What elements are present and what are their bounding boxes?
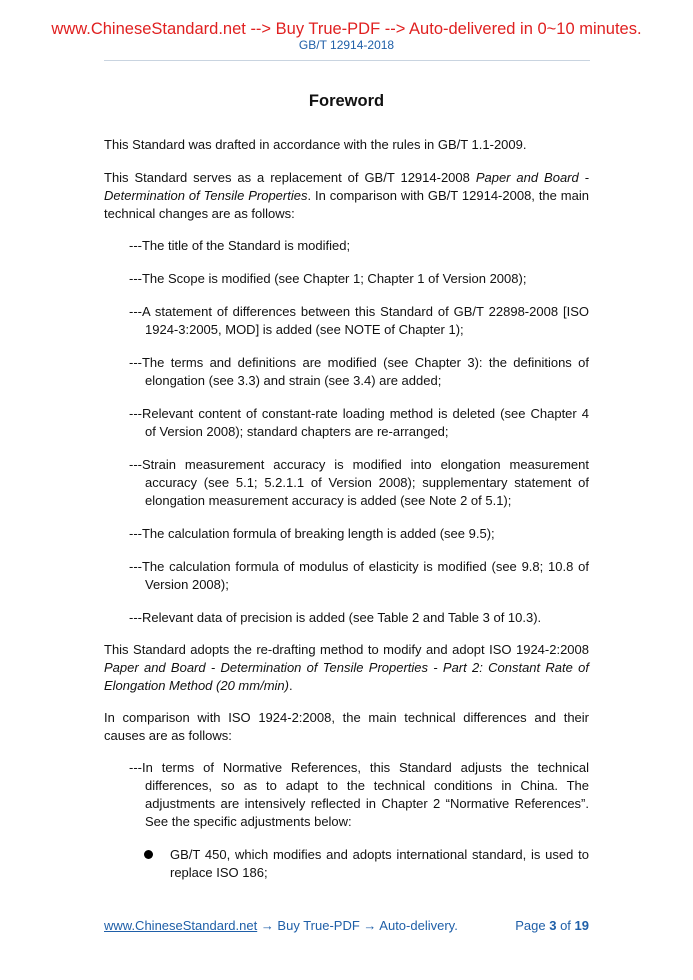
adoption-text: This Standard adopts the re-drafting method to modify and adopt ISO 1924-2:2008 [104, 642, 589, 657]
list-item: ---The terms and definitions are modified (see Chapter 3): the definitions of elongation (see 3.3) and strain (see 3.4) are added; [129, 355, 589, 388]
paragraph-drafting-rules: This Standard was drafted in accordance with the rules in GB/T 1.1-2009. [104, 137, 527, 152]
technical-differences-list [104, 759, 589, 831]
document-body [104, 90, 589, 882]
list-item: ---The Scope is modified (see Chapter 1; Chapter 1 of Version 2008); [129, 271, 527, 286]
list-item: ---Strain measurement accuracy is modified into elongation measurement accuracy (see 5.1; 5.2.1.1 of Version 2008); supplementary statement of elongation measurement accuracy is added (see Note 2 of 5.1); [129, 457, 589, 508]
footer-site-link[interactable]: www.ChineseStandard.net [104, 918, 258, 933]
page-footer [104, 918, 589, 934]
list-item: ---The title of the Standard is modified; [129, 238, 351, 253]
page-indicator [515, 918, 589, 934]
normative-reference-adjustments [104, 846, 589, 882]
list-item: ---Relevant content of constant-rate loading method is deleted (see Chapter 4 of Version 2008); standard chapters are re-arranged; [129, 406, 589, 439]
paragraph-adoption [104, 641, 589, 695]
page-number: 3 [549, 918, 557, 933]
replacement-text-end: . In comparison with GB/T 12914-2008, the main technical changes are as follows: [104, 188, 589, 221]
replaced-standard-title: Paper and Board - Determination of Tensile Properties [104, 170, 589, 203]
page-title: Foreword [308, 92, 385, 110]
technical-changes-list [104, 237, 589, 627]
list-item: ---A statement of differences between this Standard of GB/T 22898-2008 [ISO 1924-3:2005, MOD] is added (see NOTE of Chapter 1); [129, 304, 589, 337]
bullet-item [104, 846, 589, 882]
bullet-text: GB/T 450, which modifies and adopts international standard, is used to replace ISO 186; [170, 847, 589, 880]
list-item: ---The calculation formula of modulus of elasticity is modified (see 9.8; 10.8 of Version 2008); [129, 559, 589, 592]
page-of-label: of [556, 918, 575, 933]
paragraph-replacement [104, 169, 589, 223]
iso-standard-title: Paper and Board - Determination of Tensile Properties - Part 2: Constant Rate of Elongation Method (20 mm/min) [104, 660, 589, 693]
paragraph-differences-intro: In comparison with ISO 1924-2:2008, the main technical differences and their causes are as follows: [104, 710, 589, 743]
list-item: ---The calculation formula of breaking length is added (see 9.5); [129, 526, 495, 541]
replacement-text: This Standard serves as a replacement of GB/T 12914-2008 [104, 170, 476, 185]
page-label: Page [515, 918, 550, 933]
list-item: ---In terms of Normative References, this Standard adjusts the technical differences, so as to adapt to the technical conditions in China. The adjustments are intensively reflected in Chapter 2 “Normative References”. See the specific adjustments below: [129, 760, 589, 829]
adoption-text-end: . [288, 678, 293, 693]
standard-code: GB/T 12914-2018 [298, 38, 395, 52]
promo-banner[interactable]: www.ChineseStandard.net --> Buy True-PDF --> Auto-delivered in 0~10 minutes. [51, 20, 642, 38]
bullet-icon [144, 850, 153, 859]
header-divider [104, 60, 590, 61]
list-item: ---Relevant data of precision is added (see Table 2 and Table 3 of 10.3). [129, 610, 542, 625]
page-total: 19 [574, 918, 589, 933]
footer-purchase-text: → Buy True-PDF → Auto-delivery. [257, 918, 458, 933]
